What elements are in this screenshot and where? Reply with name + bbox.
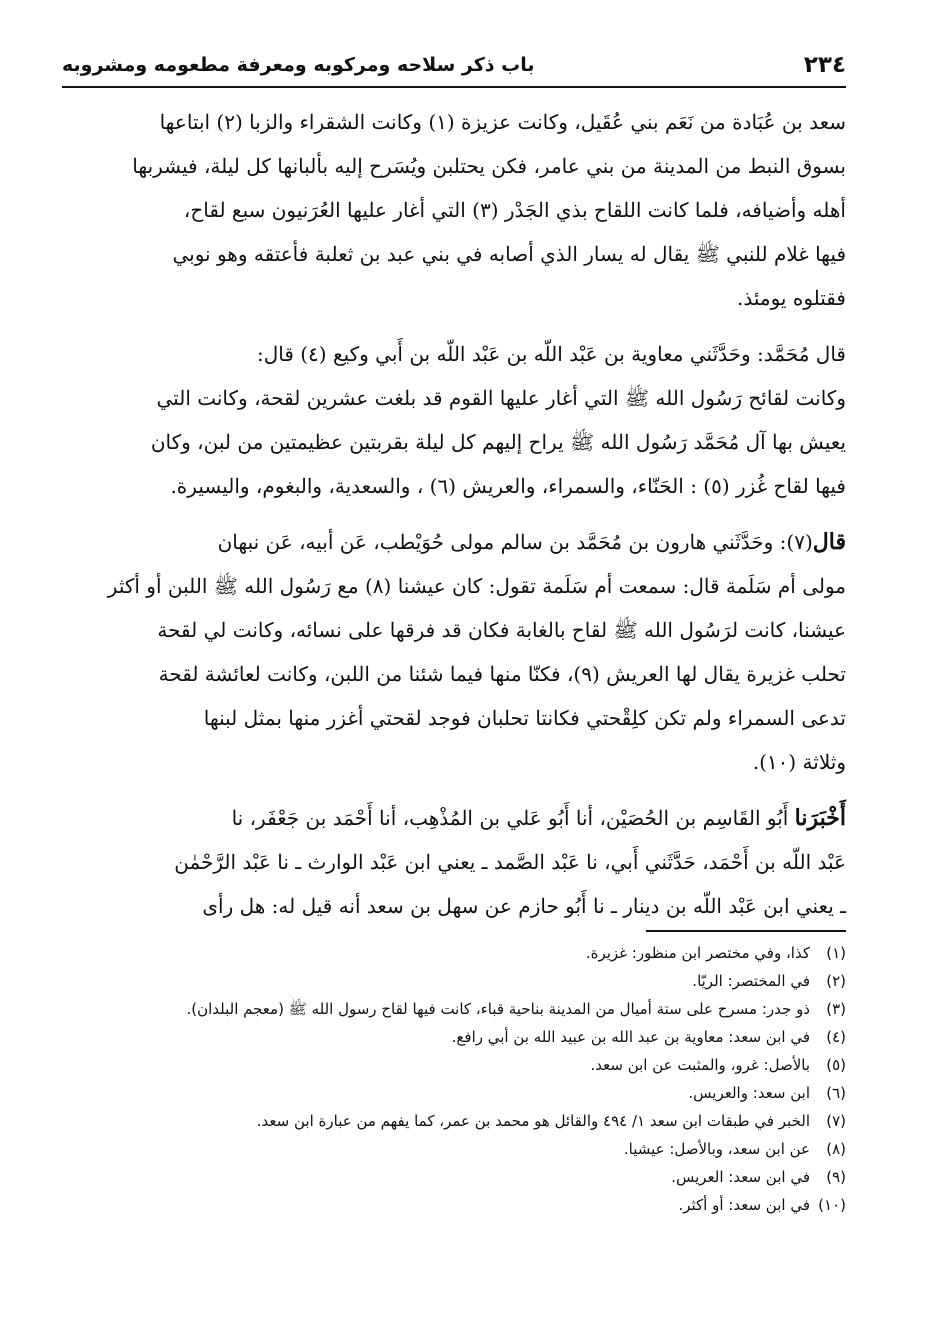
footnote-number: (٧)	[826, 1112, 846, 1130]
text-line: يعيش بها آل مُحَمَّد رَسُول الله ﷺ يراح إليهم كل ليلة بقربتين عظيمتين من لبن، وكان	[150, 430, 846, 454]
footnote-number: (١)	[826, 944, 846, 962]
footnote	[120, 1084, 846, 1112]
main-text	[62, 100, 846, 940]
paragraph	[62, 520, 846, 784]
footnote	[120, 1056, 846, 1084]
text-line-rest: أَبُو القَاسِم بن الحُصَيْن، أنا أَبُو عَلي بن المُذْهِب، أنا أَحْمَد بن جَعْفَر، نا	[231, 806, 795, 830]
text-line: عَبْد اللّه بن أَحْمَد، حَدَّثَني أَبي، نا عَبْد الصَّمد ـ يعني ابن عَبْد الوارث ـ نا عَبْد الرَّحْمٰن	[174, 850, 846, 874]
text-line: سعد بن عُبَادة من نَعَم بني عُقَيل، وكانت عزيزة (١) وكانت الشقراء والزبا (٢) ابتاعها	[159, 110, 846, 134]
running-title: باب ذكر سلاحه ومركوبه ومعرفة مطعومه ومشروبه	[62, 54, 535, 76]
text-line: أهله وأضيافه، فلما كانت اللقاح بذي الجَدْر (٣) التي أغار عليها العُرَنيون سبع لقاح،	[183, 198, 846, 222]
text-line: عيشنا، كانت لرَسُول الله ﷺ لقاح بالغابة فكان قد فرقها على نسائه، وكانت لي لقحة	[157, 618, 846, 642]
footnote	[120, 1000, 846, 1028]
text-line: ـ يعني ابن عَبْد اللّه بن دينار ـ نا أَبُو حازم عن سهل بن سعد أنه قيل له: هل رأى	[202, 894, 846, 918]
footnote-number: (٦)	[826, 1084, 846, 1102]
footnote	[120, 944, 846, 972]
footnote-text: في ابن سعد: العريس.	[671, 1168, 810, 1186]
footnote-number: (٩)	[826, 1168, 846, 1186]
paragraph	[62, 796, 846, 928]
text-line	[62, 796, 846, 840]
text-line: فقتلوه يومئذ.	[736, 286, 846, 310]
footnote	[120, 972, 846, 1000]
text-line: مولى أم سَلَمة قال: سمعت أم سَلَمة تقول: كان عيشنا (٨) مع رَسُول الله ﷺ اللبن أو أكثر	[107, 574, 846, 598]
text-line: قال مُحَمَّد: وحَدَّثَني معاوية بن عَبْد اللّه بن عَبْد اللّه بن أَبي وكيع (٤) قال:	[256, 342, 846, 366]
text-line: وثلاثة (١٠).	[752, 750, 846, 774]
paragraph-lead-word: قال	[812, 529, 846, 555]
text-line: بسوق النبط من المدينة من بني عامر، فكن يحتلبن ويُسَرح إليه بألبانها كل ليلة، فيشربها	[132, 154, 846, 178]
footnote-text: في ابن سعد: معاوية بن عبد الله بن عبيد الله بن أبي رافع.	[451, 1028, 810, 1046]
footnote-text: عن ابن سعد، وبالأصل: عيشيا.	[623, 1140, 810, 1158]
text-line: تحلب غزيرة يقال لها العريش (٩)، فكنّا منها فيما شئنا من اللبن، وكانت لعائشة لقحة	[158, 662, 846, 686]
page-number: ٢٣٤	[803, 52, 846, 78]
footnote	[120, 1196, 846, 1224]
footnote-number: (٣)	[826, 1000, 846, 1018]
text-line-rest: (٧): وحَدَّثَني هارون بن مُحَمَّد بن سالم مولى حُوَيْطب، عَن أبيه، عَن نبهان	[217, 530, 813, 554]
text-line: فيها لقاح غُزر (٥) : الحَنّاء، والسمراء، والعريش (٦) ، والسعدية، والبغوم، واليسيرة.	[170, 474, 846, 498]
footnote-text: الخبر في طبقات ابن سعد ١/ ٤٩٤ والقائل هو محمد بن عمر، كما يفهم من عبارة ابن سعد.	[256, 1112, 810, 1130]
footnote-text: بالأصل: غرو، والمثبت عن ابن سعد.	[590, 1056, 810, 1074]
footnote-number: (٥)	[826, 1056, 846, 1074]
header-divider	[62, 86, 846, 88]
footnote-text: في ابن سعد: أو أكثر.	[678, 1196, 810, 1214]
footnote-divider	[646, 930, 846, 932]
text-line: فيها غلام للنبي ﷺ يقال له يسار الذي أصابه في بني عبد بن ثعلبة فأعتقه وهو نوبي	[172, 242, 846, 266]
footnote-text: ذو جدر: مسرح على ستة أميال من المدينة بناحية قباء، كانت فيها لقاح رسول الله ﷺ (معجم البلدان).	[186, 1000, 810, 1018]
footnote	[120, 1168, 846, 1196]
footnote	[120, 1140, 846, 1168]
footnote	[120, 1028, 846, 1056]
page-header	[62, 48, 846, 82]
footnotes	[120, 944, 846, 1224]
footnote-number: (٢)	[826, 972, 846, 990]
footnote-number: (٨)	[826, 1140, 846, 1158]
text-line: تدعى السمراء ولم تكن كلِقْحتي فكانتا تحلبان فوجد لقحتي أغزر منها بمثل لبنها	[203, 706, 846, 730]
footnote	[120, 1112, 846, 1140]
footnote-number: (٤)	[826, 1028, 846, 1046]
footnote-number: (١٠)	[818, 1196, 846, 1214]
paragraph-lead-word: أَخْبَرَنا	[794, 805, 846, 831]
paragraph	[62, 332, 846, 508]
text-line	[62, 520, 846, 564]
paragraph	[62, 100, 846, 320]
footnote-text: في المختصر: الريّا.	[692, 972, 810, 990]
footnote-text: كذا، وفي مختصر ابن منظور: غزيرة.	[585, 944, 810, 962]
text-line: وكانت لقائح رَسُول الله ﷺ التي أغار عليها القوم قد بلغت عشرين لقحة، وكانت التي	[156, 386, 846, 410]
footnote-text: ابن سعد: والعريس.	[688, 1084, 810, 1102]
